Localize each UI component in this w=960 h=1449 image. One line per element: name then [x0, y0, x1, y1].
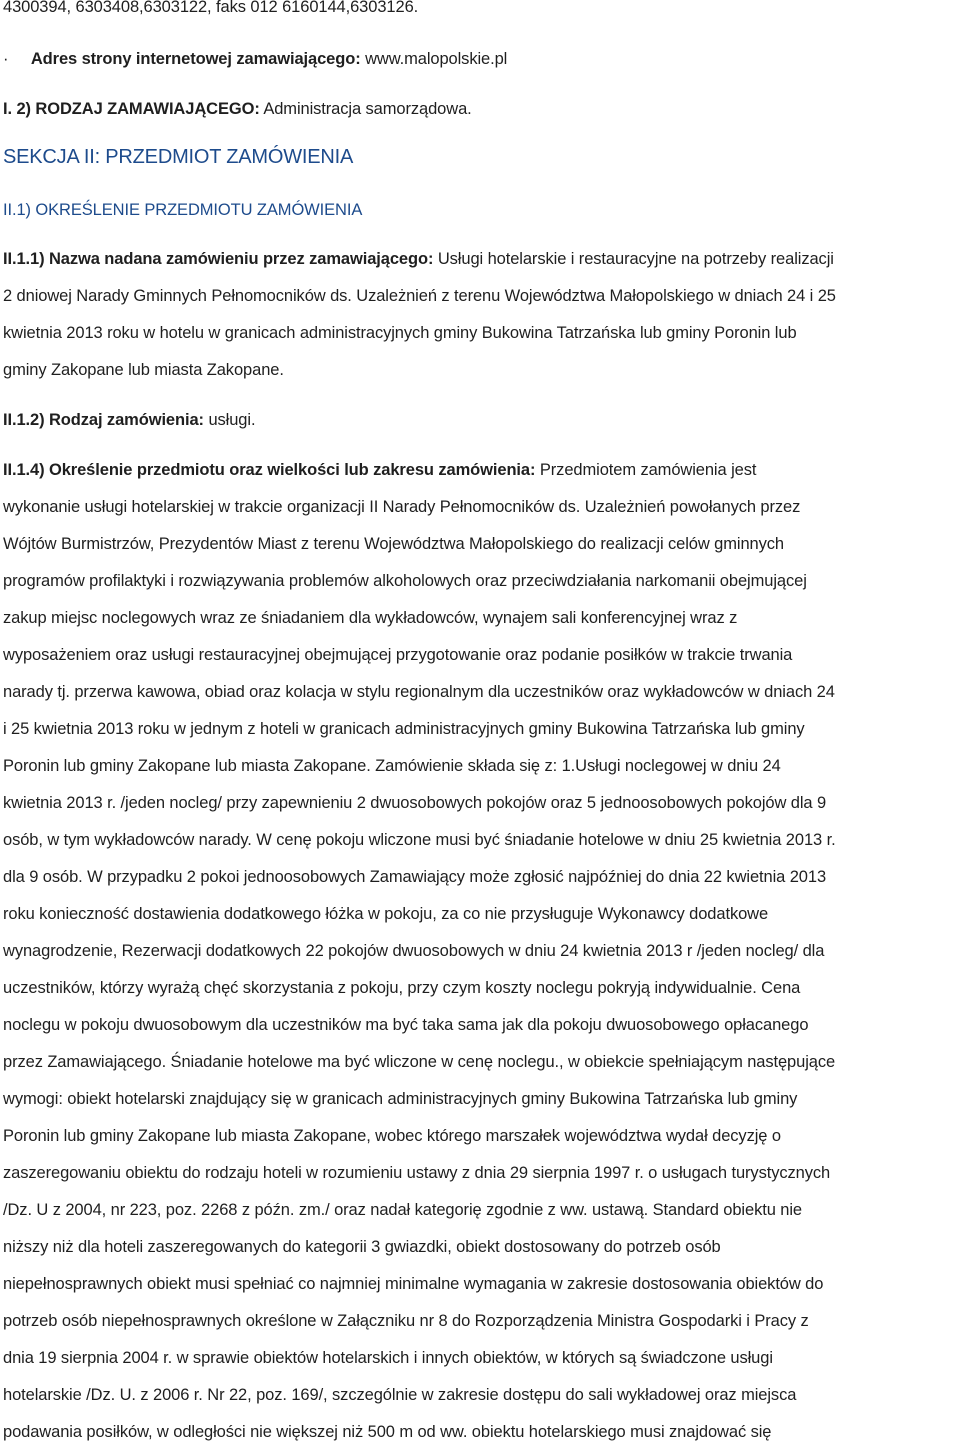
- section-ii-heading: SEKCJA II: PRZEDMIOT ZAMÓWIENIA: [3, 146, 354, 168]
- authority-type-value: Administracja samorządowa.: [263, 100, 472, 118]
- scope-line-8: i 25 kwietnia 2013 roku w jednym z hoteli w granicach administracyjnych gminy Bukowina Tatrzańska lub gminy: [3, 720, 805, 738]
- scope-line-11: osób, w tym wykładowców narady. W cenę pokoju wliczone musi być śniadanie hotelowe w dniu 25 kwietnia 2013 r.: [3, 831, 836, 849]
- scope-line-4: programów profilaktyki i rozwiązywania problemów alkoholowych oraz przeciwdziałania narkomanii obejmującej: [3, 572, 807, 590]
- contract-type-label: II.1.2) Rodzaj zamówienia:: [3, 411, 204, 429]
- scope-line-24: potrzeb osób niepełnosprawnych określone w Załączniku nr 8 do Rozporządzenia Ministra Gospodarki i Pracy z: [3, 1312, 809, 1330]
- scope-label: II.1.4) Określenie przedmiotu oraz wielkości lub zakresu zamówienia:: [3, 461, 536, 479]
- scope-line-23: niepełnosprawnych obiekt musi spełniać co najmniej minimalne wymagania w zakresie dostosowania obiektów do: [3, 1275, 824, 1293]
- scope-line-19: Poronin lub gminy Zakopane lub miasta Zakopane, wobec którego marszałek województwa wydał decyzję o: [3, 1127, 781, 1145]
- contract-type-value: usługi.: [208, 411, 256, 429]
- scope-line-14: wynagrodzenie, Rezerwacji dodatkowych 22 pokojów dwuosobowych w dniu 24 kwietnia 2013 r /jeden nocleg/ dla: [3, 942, 825, 960]
- scope-line-16: noclegu w pokoju dwuosobowym dla uczestników ma być taka sama jak dla pokoju dwuosobowego opłacanego: [3, 1016, 809, 1034]
- website-label: Adres strony internetowej zamawiającego:: [30, 50, 361, 68]
- contract-type-line: [3, 410, 255, 430]
- scope-line-12: dla 9 osób. W przypadku 2 pokoi jednoosobowych Zamawiający może zgłosić najpóźniej do dnia 22 kwietnia 2013: [3, 868, 827, 886]
- scope-line-13: roku konieczność dostawienia dodatkowego łóżka w pokoju, za co nie przysługuje Wykonawcy dodatkowe: [3, 905, 769, 923]
- authority-type-label: I. 2) RODZAJ ZAMAWIAJĄCEGO:: [3, 100, 260, 118]
- scope-line-17: przez Zamawiającego. Śniadanie hotelowe ma być wliczone w cenę noclegu., w obiekcie spełniającym następujące: [3, 1053, 836, 1071]
- scope-line-1: II.1.4) Określenie przedmiotu oraz wielkości lub zakresu zamówienia: Przedmiotem zamówienia jest: [3, 461, 757, 479]
- scope-line-6: wyposażeniem oraz usługi restauracyjnej obejmującej przygotowanie oraz podanie posiłków w trakcie trwania: [3, 646, 793, 664]
- scope-line-26: hotelarskie /Dz. U. z 2006 r. Nr 22, poz. 169/, szczególnie w zakresie dostępu do sali wykładowej oraz miejsca: [3, 1386, 797, 1404]
- scope-line-25: dnia 19 sierpnia 2004 r. w sprawie obiektów hotelarskich i innych obiektów, w których są świadczone usługi: [3, 1349, 773, 1367]
- website-line: [3, 49, 507, 69]
- scope-line-22: niższy niż dla hoteli zaszeregowanych do kategorii 3 gwiazdki, obiekt dostosowany do potrzeb osób: [3, 1238, 721, 1256]
- section-ii-1-subheading: II.1) OKREŚLENIE PRZEDMIOTU ZAMÓWIENIA: [3, 201, 363, 219]
- contracting-authority-type: [3, 99, 472, 119]
- contract-name-line-4: gminy Zakopane lub miasta Zakopane.: [3, 361, 284, 379]
- scope-line-7: narady tj. przerwa kawowa, obiad oraz kolacja w stylu regionalnym dla uczestników oraz wykładowców w dniach 24: [3, 683, 835, 701]
- contract-name-line-2: 2 dniowej Narady Gminnych Pełnomocników ds. Uzależnień z terenu Województwa Małopolskiego w dniach 24 i 25: [3, 287, 836, 305]
- website-value: www.malopolskie.pl: [365, 50, 508, 68]
- contact-phones-fax: 4300394, 6303408,6303122, faks 012 6160144,6303126.: [3, 0, 419, 16]
- scope-line-18: wymogi: obiekt hotelarski znajdujący się w granicach administracyjnych gminy Bukowina Tatrzańska lub gminy: [3, 1090, 798, 1108]
- scope-line-2: wykonanie usługi hotelarskiej w trakcie organizacji II Narady Pełnomocników ds. Uzależnień powołanych przez: [3, 498, 801, 516]
- contract-name-line-3: kwietnia 2013 roku w hotelu w granicach administracyjnych gminy Bukowina Tatrzańska lub gminy Poronin lub: [3, 324, 797, 342]
- scope-line-9: Poronin lub gminy Zakopane lub miasta Zakopane. Zamówienie składa się z: 1.Usługi noclegowej w dniu 24: [3, 757, 781, 775]
- scope-line-10: kwietnia 2013 r. /jeden nocleg/ przy zapewnieniu 2 dwuosobowych pokojów oraz 5 jednoosobowych pokojów dla 9: [3, 794, 827, 812]
- contract-name-line-1: II.1.1) Nazwa nadana zamówieniu przez zamawiającego: Usługi hotelarskie i restauracyjne na potrzeby realizacji: [3, 250, 834, 268]
- bullet-mark: ·: [3, 50, 9, 68]
- scope-line-15: uczestników, którzy wyrażą chęć skorzystania z pokoju, przy czym koszty noclegu pokryją indywidualnie. Cena: [3, 979, 801, 997]
- scope-line-27: podawania posiłków, w odległości nie większej niż 500 m od ww. obiektu hotelarskiego musi znajdować się: [3, 1423, 772, 1441]
- scope-line-3: Wójtów Burmistrzów, Prezydentów Miast z terenu Województwa Małopolskiego do realizacji celów gminnych: [3, 535, 784, 553]
- scope-line-5: zakup miejsc noclegowych wraz ze śniadaniem dla wykładowców, wynajem sali konferencyjnej wraz z: [3, 609, 738, 627]
- contract-name-label: II.1.1) Nazwa nadana zamówieniu przez zamawiającego:: [3, 250, 434, 268]
- scope-line-20: zaszeregowaniu obiektu do rodzaju hoteli w rozumieniu ustawy z dnia 29 sierpnia 1997 r. o usługach turystycznych: [3, 1164, 831, 1182]
- scope-line-21: /Dz. U z 2004, nr 223, poz. 2268 z późn. zm./ oraz nadał kategorię zgodnie z ww. ustawą. Standard obiektu nie: [3, 1201, 802, 1219]
